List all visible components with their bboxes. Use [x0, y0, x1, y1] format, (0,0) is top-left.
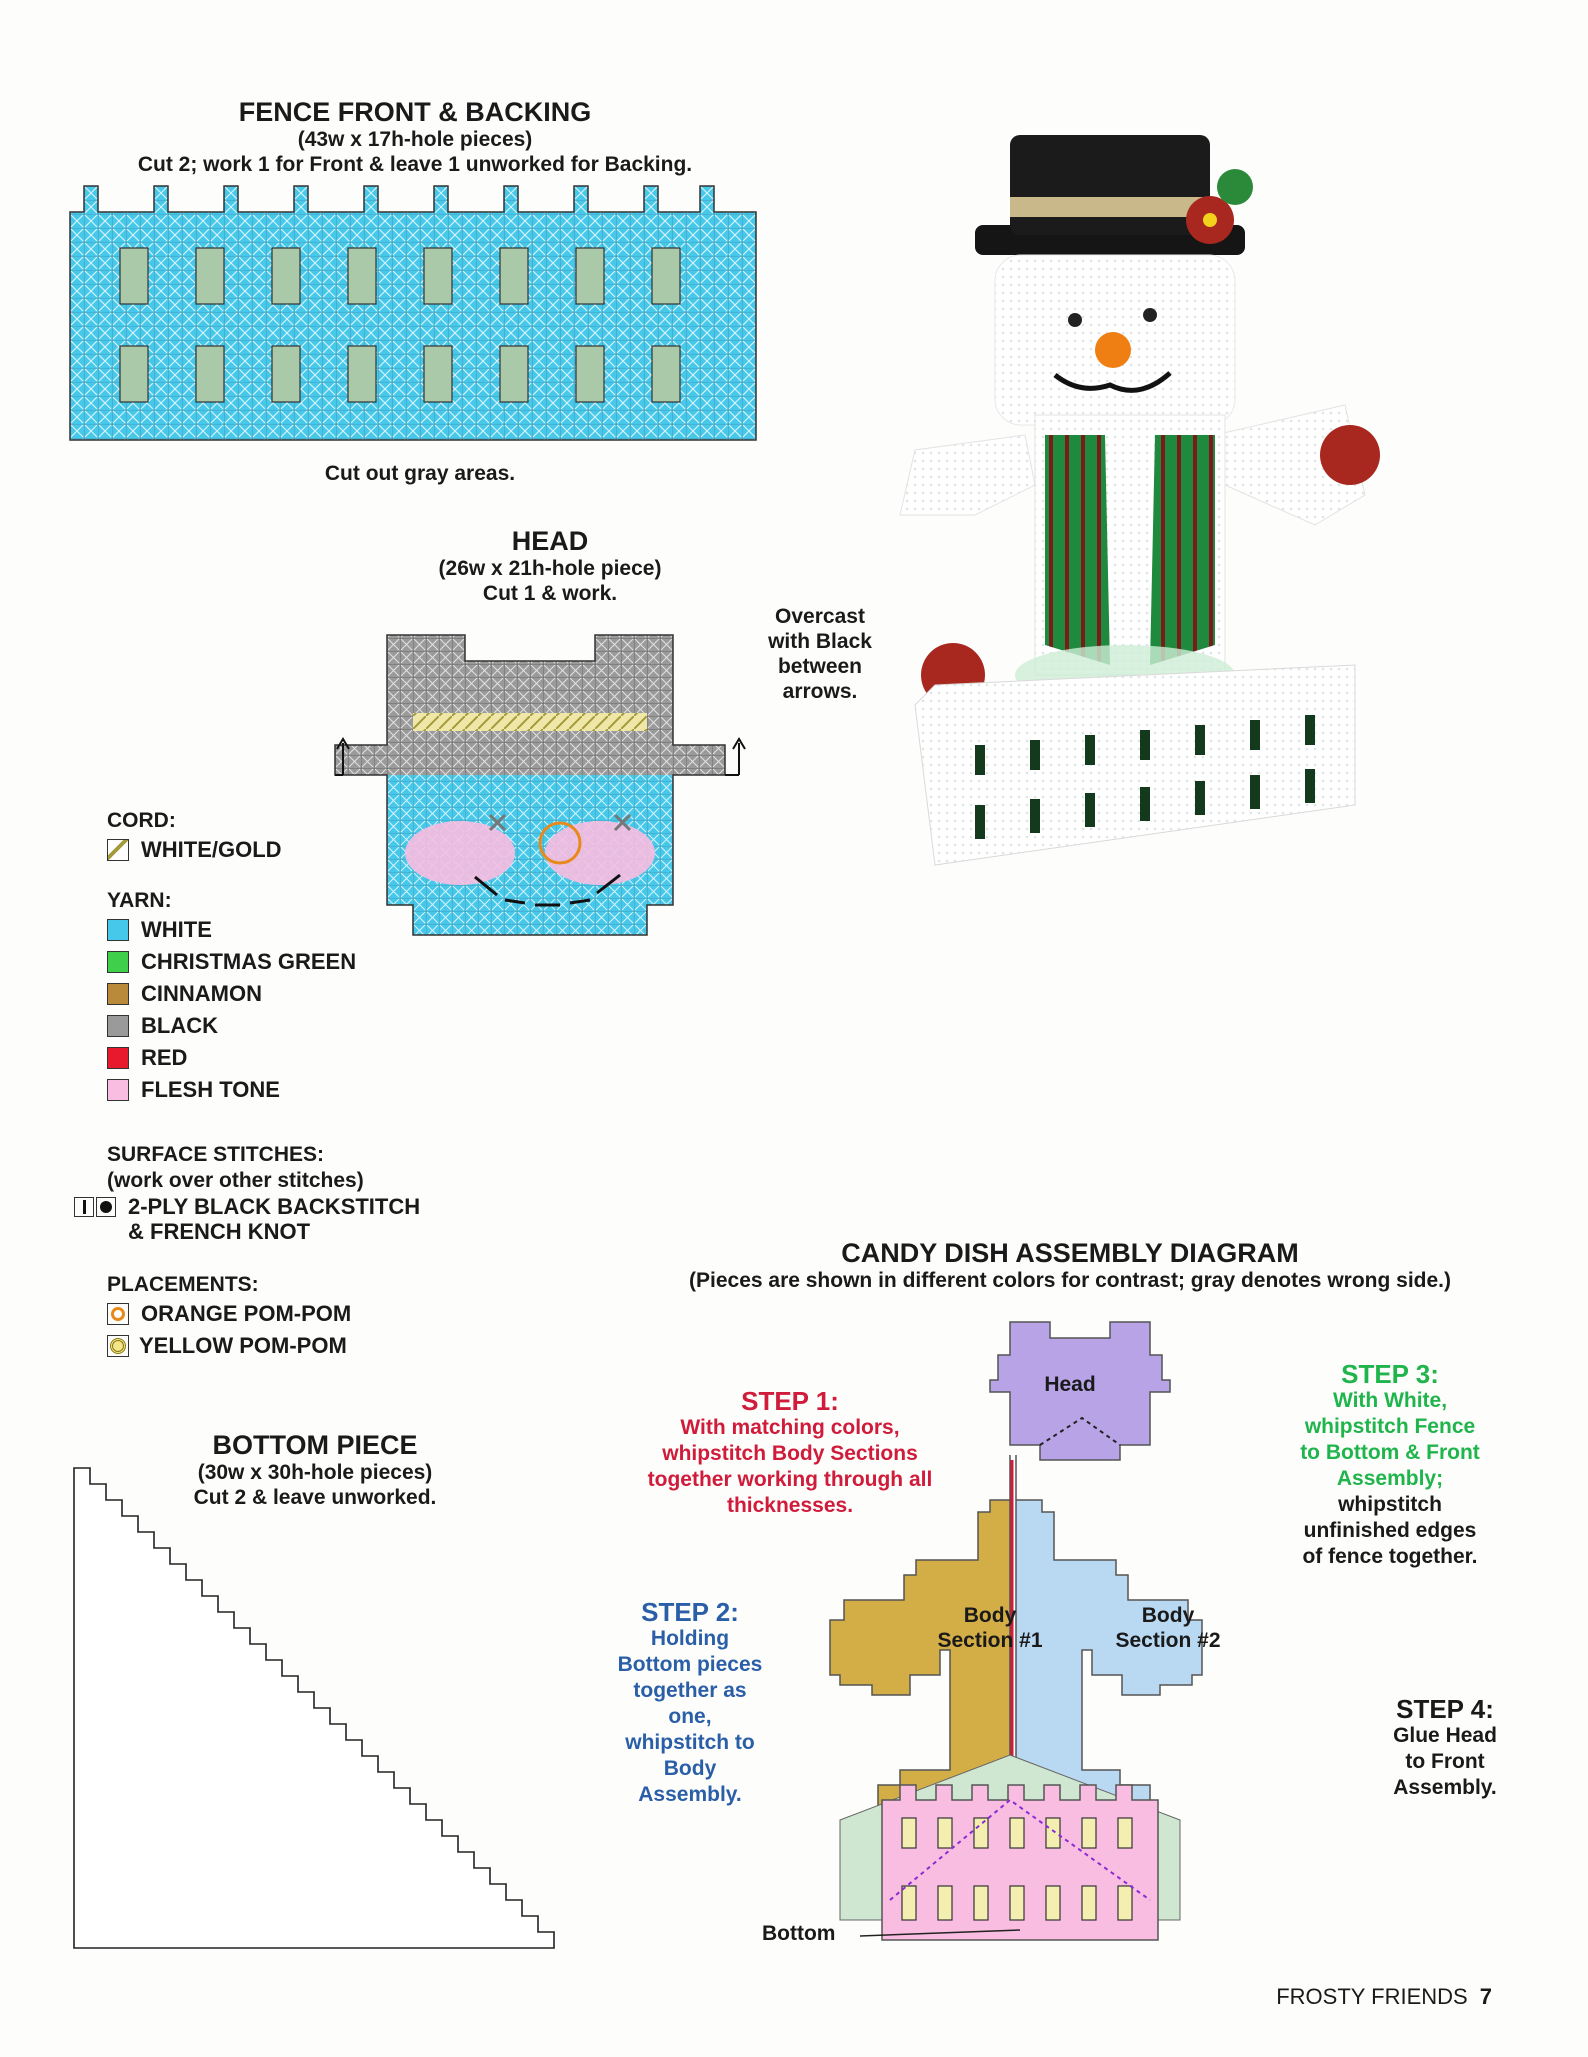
- step-3: [1270, 1360, 1510, 1570]
- yarn-label-white: WHITE: [141, 917, 212, 942]
- step-2-line-5: whipstitch to: [625, 1731, 755, 1754]
- bottom-size: (30w x 30h-hole pieces): [197, 1461, 433, 1484]
- bottom-instruction: Cut 2 & leave unworked.: [193, 1486, 437, 1509]
- yarn-swatch-red: [107, 1047, 129, 1069]
- step-3-line-1: With White,: [1332, 1389, 1448, 1412]
- head-title: HEAD: [511, 526, 589, 556]
- step-1: [600, 1387, 980, 1519]
- step-2: [590, 1598, 790, 1808]
- step-1-line-3: together working through all: [647, 1468, 933, 1491]
- snowman-photo: [895, 105, 1475, 965]
- body-2-line-2: Section #2: [1115, 1629, 1221, 1652]
- step-2-line-4: one,: [668, 1705, 712, 1728]
- step-2-line-3: together as: [633, 1679, 747, 1702]
- hat-band-shape: [1010, 197, 1210, 217]
- cord-swatch: [107, 839, 129, 861]
- cardinal-right-shape: [1320, 425, 1380, 485]
- step-3-line-6: unfinished edges: [1303, 1519, 1477, 1542]
- yarn-row-white: [107, 914, 527, 946]
- placement-row-orange: [107, 1298, 527, 1330]
- assembly-heading: [630, 1238, 1510, 1293]
- step-2-line-2: Bottom pieces: [617, 1653, 763, 1676]
- body-1-line-1: Body: [963, 1604, 1017, 1627]
- step-3-line-7: of fence together.: [1302, 1545, 1478, 1568]
- surface-subheading: (work over other stitches): [107, 1169, 364, 1192]
- fence-heading: [60, 97, 770, 177]
- yarn-swatch-black: [107, 1015, 129, 1037]
- placement-row-yellow: [107, 1330, 527, 1362]
- head-piece-label: Head: [1044, 1373, 1096, 1396]
- bottom-chart: [74, 1468, 554, 1948]
- step-3-line-5: whipstitch: [1338, 1493, 1442, 1516]
- yarn-swatch-cinnamon: [107, 983, 129, 1005]
- surface-line-2: & FRENCH KNOT: [128, 1219, 311, 1244]
- cord-heading: CORD:: [107, 809, 176, 832]
- step-4-line-2: to Front: [1405, 1750, 1485, 1773]
- yarn-label-red: RED: [141, 1045, 188, 1070]
- head-heading: [355, 526, 745, 606]
- yarn-row-red: [107, 1042, 527, 1074]
- step-3-line-3: to Bottom & Front: [1300, 1441, 1480, 1464]
- left-arm-shape: [900, 435, 1035, 515]
- nose-pompom-shape: [1095, 332, 1131, 368]
- fence-chart: [70, 186, 770, 446]
- step-4-line-3: Assembly.: [1393, 1776, 1497, 1799]
- yarn-row-black: [107, 1010, 527, 1042]
- orange-pompom-swatch: [107, 1303, 129, 1325]
- step-2-line-7: Assembly.: [638, 1783, 742, 1806]
- page-footer: [1276, 1984, 1492, 2010]
- step-2-heading: STEP 2:: [641, 1597, 739, 1627]
- assembly-title: CANDY DISH ASSEMBLY DIAGRAM: [841, 1238, 1299, 1268]
- step-1-line-2: whipstitch Body Sections: [662, 1442, 918, 1465]
- footer-book-title: FROSTY FRIENDS: [1276, 1984, 1468, 2009]
- yarn-label-black: BLACK: [141, 1013, 218, 1038]
- step-2-line-1: Holding: [650, 1627, 730, 1650]
- footer-page-number: 7: [1479, 1984, 1492, 2009]
- yarn-row-christmas-green: [107, 946, 527, 978]
- yarn-label-cinnamon: CINNAMON: [141, 981, 262, 1006]
- french-knot-swatch: [96, 1197, 116, 1217]
- orange-pompom-label: ORANGE POM-POM: [141, 1301, 352, 1326]
- surface-line-1: 2-PLY BLACK BACKSTITCH: [128, 1194, 421, 1219]
- body-2-line-1: Body: [1141, 1604, 1195, 1627]
- assembly-subtitle: (Pieces are shown in different colors for contrast; gray denotes wrong side.): [689, 1269, 1451, 1292]
- placements-heading: PLACEMENTS:: [107, 1273, 259, 1296]
- overcast-line-2: with Black: [768, 630, 872, 653]
- fence-title: FENCE FRONT & BACKING: [238, 97, 592, 127]
- step-1-heading: STEP 1:: [741, 1386, 839, 1416]
- yarn-label-flesh-tone: FLESH TONE: [141, 1077, 280, 1102]
- step-4-heading: STEP 4:: [1396, 1694, 1494, 1724]
- yarn-swatch-christmas-green: [107, 951, 129, 973]
- backstitch-swatch: [74, 1197, 94, 1217]
- step-3-heading: STEP 3:: [1341, 1359, 1439, 1389]
- step-3-line-4: Assembly;: [1336, 1467, 1444, 1490]
- step-4-line-1: Glue Head: [1393, 1724, 1497, 1747]
- step-2-line-6: Body: [663, 1757, 717, 1780]
- overcast-line-1: Overcast: [775, 605, 865, 628]
- bottom-title: BOTTOM PIECE: [212, 1430, 418, 1460]
- vest-shape: [1045, 435, 1110, 665]
- head-size: (26w x 21h-hole piece): [438, 557, 662, 580]
- yarn-label-christmas-green: CHRISTMAS GREEN: [141, 949, 357, 974]
- legend: [107, 808, 527, 1362]
- yarn-swatch-white: [107, 919, 129, 941]
- yarn-row-flesh-tone: [107, 1074, 527, 1106]
- yarn-heading: YARN:: [107, 889, 172, 912]
- body-section-1-label: [905, 1603, 1075, 1653]
- body-1-line-2: Section #1: [937, 1629, 1043, 1652]
- bottom-piece-label: Bottom: [762, 1922, 836, 1945]
- head-instruction: Cut 1 & work.: [482, 582, 618, 605]
- fence-note: Cut out gray areas.: [324, 462, 516, 485]
- yellow-pompom-label: YELLOW POM-POM: [139, 1333, 347, 1358]
- step-1-line-4: thicknesses.: [726, 1494, 854, 1517]
- cord-label: WHITE/GOLD: [141, 837, 282, 862]
- fence-size: (43w x 17h-hole pieces): [297, 128, 533, 151]
- step-3-line-2: whipstitch Fence: [1304, 1415, 1476, 1438]
- fence-instruction: Cut 2; work 1 for Front & leave 1 unworked for Backing.: [137, 153, 693, 176]
- yellow-pompom-swatch: [107, 1335, 129, 1357]
- surface-heading: SURFACE STITCHES:: [107, 1143, 325, 1166]
- hat-crown-shape: [1010, 135, 1210, 235]
- step-1-line-1: With matching colors,: [680, 1416, 900, 1439]
- step-4: [1360, 1695, 1530, 1801]
- overcast-line-3: between: [777, 655, 863, 678]
- body-section-2-label: [1083, 1603, 1253, 1653]
- surface-row: [74, 1194, 527, 1244]
- yarn-swatch-flesh-tone: [107, 1079, 129, 1101]
- overcast-line-4: arrows.: [782, 680, 858, 703]
- cord-row: [107, 834, 527, 866]
- yarn-row-cinnamon: [107, 978, 527, 1010]
